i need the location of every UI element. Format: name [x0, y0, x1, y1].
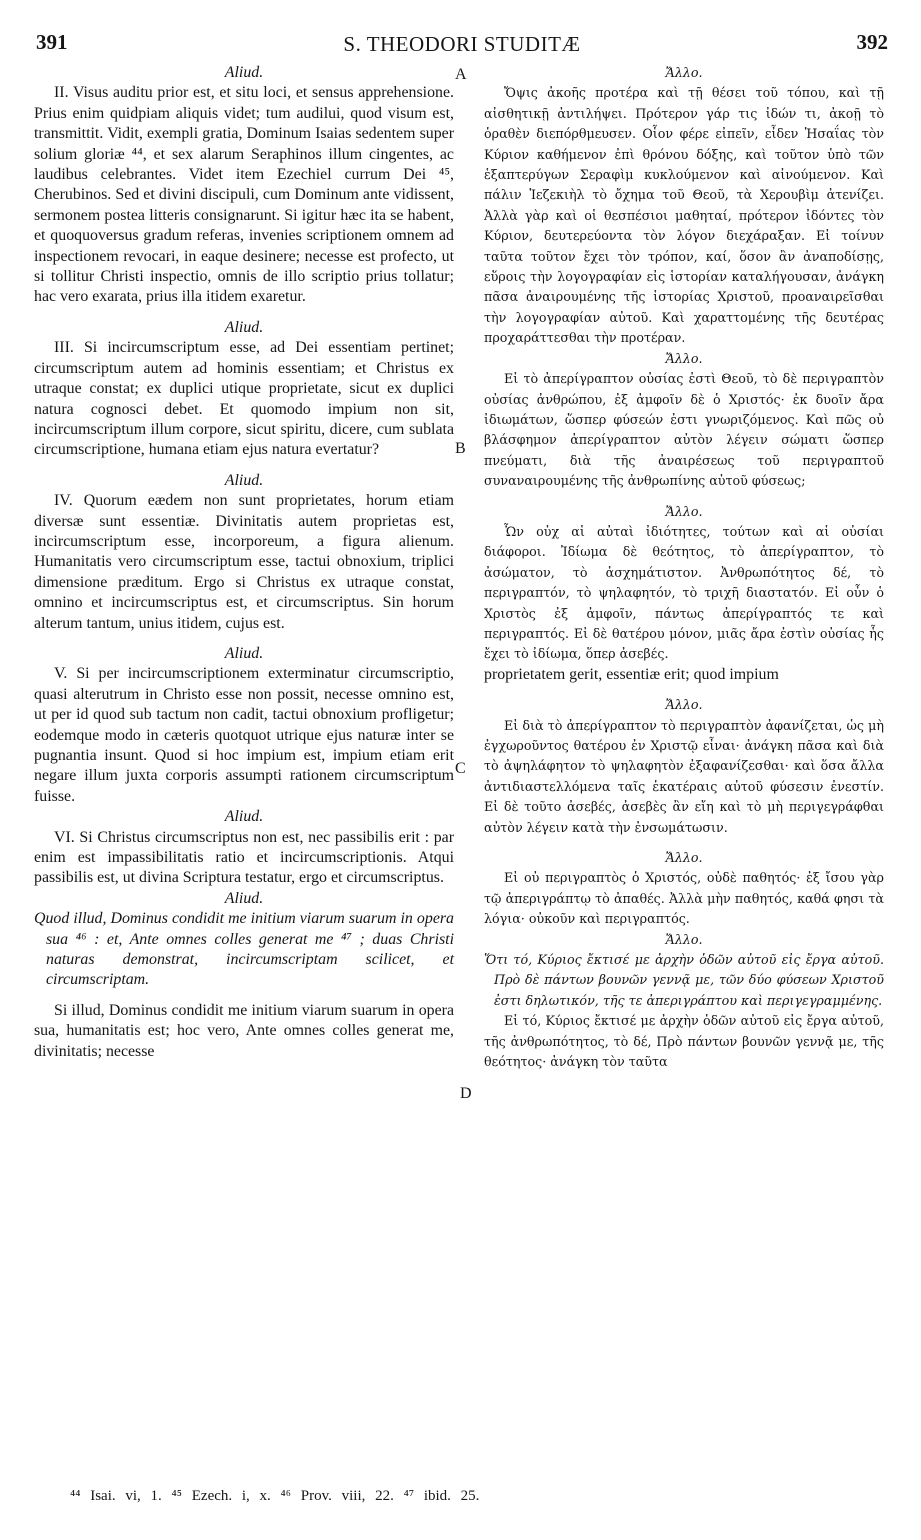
paragraph-iv: IV. Quorum eædem non sunt proprietates, horum etiam diversæ sunt essentiæ. Divinitatis autem proprietas est, incircumscriptum esse, incorporeum, a figura alienum. Humanitatis vero circumscriptum esse, tactui obnoxium, triplici dimensione præditum. Ergo si Christus ex utraque constat, omnino et incircumscriptus est, et circumscriptus. Sin horum alterum tantum, unius itidem, cujus est.: [34, 492, 454, 632]
running-title: S. THEODORI STUDITÆ: [343, 32, 581, 56]
latin-column: [34, 63, 454, 1062]
section-heading: Ἄλλο.: [665, 850, 703, 866]
paragraph-v: V. Si per incircumscriptionem exterminatur circumscriptio, quasi alterutrum in Christo esse non possit, necesse omnino est, ut per id quod sub tactum non cadit, tactui obnoxium profligetur; eodemque modo in cæteris quotquot utrique ejus naturæ inter se pugnantia insunt. Quod si hoc impium est, impium etiam erit negare illum juxta corporis assumpti rationem circumscriptum fuisse.: [34, 665, 454, 805]
footnotes: ⁴⁴ Isai. vi, 1. ⁴⁵ Ezech. i, x. ⁴⁶ Prov. viii, 22. ⁴⁷ ibid. 25.: [70, 1488, 480, 1504]
section-heading: Ἄλλο.: [665, 697, 703, 713]
section-heading: Aliud.: [224, 64, 264, 81]
section-heading: Ἄλλο.: [665, 350, 703, 366]
page-number-left: 391: [36, 30, 68, 54]
margin-marker-d: D: [460, 1085, 472, 1102]
paragraph-vi: VI. Si Christus circumscriptus non est, nec passibilis erit : par enim est impassibilitatis ratio et incircumscriptionis. Atqui passibilis est, ut divina Scriptura testatur, ergo et circumscriptus.: [34, 828, 454, 887]
greek-paragraph-5: Εἰ οὐ περιγραπτὸς ὁ Χριστός, οὐδὲ παθητός· ἐξ ἴσου γὰρ τῷ ἀπεριγράπτῳ τὸ ἀπαθές. Ἀλλὰ μὴν παθητός, καθά φησι τὰ λόγια· οὐκοῦν καὶ περιγραπτός.: [484, 870, 884, 927]
greek-paragraph-3: Ὧν οὐχ αἱ αὐταὶ ἰδιότητες, τούτων καὶ αἱ οὐσίαι διάφοροι. Ἰδίωμα δὲ θεότητος, τὸ ἀπερίγραπτον, τὸ ἀσώματον, τὸ ἀσχημάτιστον. Ἀνθρωπότητος δέ, τὸ περιγραπτόν, τὸ ψηλαφητόν, τὸ τριχῆ διαστατόν. Εἰ οὖν ὁ Χριστὸς ἐξ ἀμφοῖν, πάντως ἀπερίγραπτός τε καὶ περιγραπτός. Εἰ δὲ θατέρου μόνον, μιᾶς ἄρα ἐστὶν οὐσίας ἧς ἔχει τὸ ἰδίωμα, ὅπερ ἀσεβές.: [484, 523, 884, 662]
section-heading: Ἄλλο.: [665, 503, 703, 519]
section-heading: Aliud.: [224, 808, 264, 826]
greek-paragraph-4: Εἰ διὰ τὸ ἀπερίγραπτον τὸ περιγραπτὸν ἀφανίζεται, ὡς μὴ ἐγχωροῦντος θατέρου ἐν Χριστῷ εἶναι· ἀνάγκη πᾶσα καὶ διὰ τὸ ἀψηλάφητον τὸ ψηλαφητὸν ἐξαφανίζεσθαι· καὶ ὅσα ἄλλα ἀντιδιαστελλόμενα ταῖς ἑκατέραις αὐτοῦ φύσεσιν ἐνεστίν. Εἰ δὲ τοῦτο ἀσεβές, ἀσεβὲς ἂν εἴη καὶ τὸ μὴ περιγεγράφθαι αὐτὸν λέγειν κατὰ τὴν ἐνσωμάτωσιν.: [484, 717, 884, 835]
quoted-thesis: Quod illud, Dominus condidit me initium viarum suarum in opera sua ⁴⁶ : et, Ante omnes colles generat me ⁴⁷ ; duas Christi naturas demonstrat, incircumscriptam scilicet, et circumscriptam.: [34, 910, 454, 989]
section-heading: Aliud.: [224, 471, 264, 489]
greek-column: [484, 63, 884, 1073]
greek-paragraph-2: Εἰ τὸ ἀπερίγραπτον οὐσίας ἐστὶ Θεοῦ, τὸ δὲ περιγραπτὸν οὐσίας ἀνθρώπου, ἐξ ἀμφοῖν δὲ ὁ Χριστός· ἐκ δυοῖν ἄρα ἰδιωμάτων, ὥσπερ φύσεών ἐστι γνωριζόμενος. Καὶ πῶς οὐ βλάσφημον ἀπερίγραπτον αὐτὸν λέγειν σώματι ὥσπερ πνεύματι, διὰ τῆς ἀναιρέσεως τοῦ περιγραπτοῦ συναναιρουμένης τῆς ἀνθρωπίνης αὐτοῦ φύσεως;: [484, 371, 884, 489]
section-heading: Ἄλλο.: [665, 931, 703, 947]
paragraph-final: Si illud, Dominus condidit me initium viarum suarum in opera sua, humanitatis est; hoc vero, Ante omnes colles generat me, divinitatis; necesse: [34, 1001, 454, 1060]
page-number-right: 392: [856, 30, 888, 54]
page-header: [36, 30, 888, 60]
greek-paragraph-1: Ὄψις ἀκοῆς προτέρα καὶ τῇ θέσει τοῦ τόπου, καὶ τῇ αἰσθητικῇ ἀντιλήψει. Πρότερον γάρ τις ἰδών τι, ἀκοῇ τὸ ὁραθὲν διεπόρθμευσεν. Οἷον φέρε εἰπεῖν, εἶδεν Ἡσαΐας τὸν Κύριον καθήμενον ἐπὶ θρόνου δόξης, καὶ τοῦτον ὑπὸ τῶν ἑξαπτερύγων Σεραφὶμ κυκλούμενον καὶ αἰνούμενον. Καὶ πάλιν Ἰεζεκιὴλ τὸ ὄχημα τοῦ Θεοῦ, τὰ Χερουβὶμ ἀτενίζει. Ἀλλὰ γὰρ καὶ οἱ θεσπέσιοι μαθηταί, πρότερον ἰδόντες τὸν Κύριον, δευτερεύοντα τὸν λόγον διεχάραξαν. Εἰ τοίνυν ταῦτα τοῦτον ἔχει τὸν τρόπον, καί, ὅσον ἂν ἀναποδίσῃς, εὕροις τὴν λογογραφίαν εἰς ἱστορίαν καταλήγουσαν, ἀνάγκη πᾶσα ἀναιρουμένης τῆς ἱστορίας Χριστοῦ, προαναιρεῖσθαι τὴν λογογραφίαν αὐτοῦ. Καὶ χαραττομένης τῆς δευτέρας προχαράττεσθαι τὴν προτέραν.: [484, 85, 884, 346]
margin-marker-a: A: [455, 66, 467, 83]
section-heading: Aliud.: [224, 318, 264, 336]
margin-marker-b: B: [455, 440, 466, 457]
section-heading: Ἄλλο.: [665, 65, 703, 80]
section-heading: Aliud.: [224, 644, 264, 662]
margin-marker-c: C: [455, 760, 466, 777]
section-heading: Aliud.: [224, 889, 264, 907]
greek-paragraph-final: Εἰ τό, Κύριος ἔκτισέ με ἀρχὴν ὁδῶν αὐτοῦ εἰς ἔργα αὐτοῦ, τῆς ἀνθρωπότητος, τὸ δέ, Πρὸ πάντων βουνῶν γεννᾷ με, τῆς θεότητος· ἀνάγκη τὸν ταῦτα: [484, 1013, 884, 1070]
paragraph-ii: II. Visus auditu prior est, et situ loci, et sensus apprehensione. Prius enim quidpiam aliquis videt; tum audilui, quod visum est, transmittit. Vidit, exempli gratia, Dominum Isaias sedentem super solium gloriæ ⁴⁴, et sex alarum Seraphinos illum cingentes, ac laudibus celebrantes. Videt item Ezechiel currum Dei ⁴⁵, Cherubinos. Sed et divini discipuli, cum Dominum ante vidissent, sermonem postea litteris consignarunt. Si igitur hæc ita se habent, et quoquoversus gradum referas, invenies scriptionem omnem ad inspectionem revocari, in eaque desinere; necesse est profecto, ut si tollitur Christi inspectio, omnis de illo scriptio prius tollatur; hac vero exarata, prius illa itidem exaretur.: [34, 84, 454, 306]
greek-quoted-thesis: Ὅτι τό, Κύριος ἔκτισέ με ἀρχὴν ὁδῶν αὐτοῦ εἰς ἔργα αὐτοῦ. Πρὸ δὲ πάντων βουνῶν γεννᾷ με, τῶν δύο φύσεων Χριστοῦ ἐστι δηλωτικόν, τῆς τε ἀπεριγράπτου καὶ περιγεγραμμένης.: [484, 952, 884, 1008]
latin-continuation: proprietatem gerit, essentiæ erit; quod impium: [484, 665, 779, 683]
paragraph-iii: III. Si incircumscriptum esse, ad Dei essentiam pertinet; circumscriptum autem ad hominis essentiam; et Christus ex utraque constat; ex duplici utique proprietate, sicut ex duplici natura cognosci debet. Et quomodo impium non sit, incircumscriptum illum corpore, sicut spiritu, dicere, cum sublata circumscriptione, humana etiam ejus natura evertatur?: [34, 339, 454, 459]
